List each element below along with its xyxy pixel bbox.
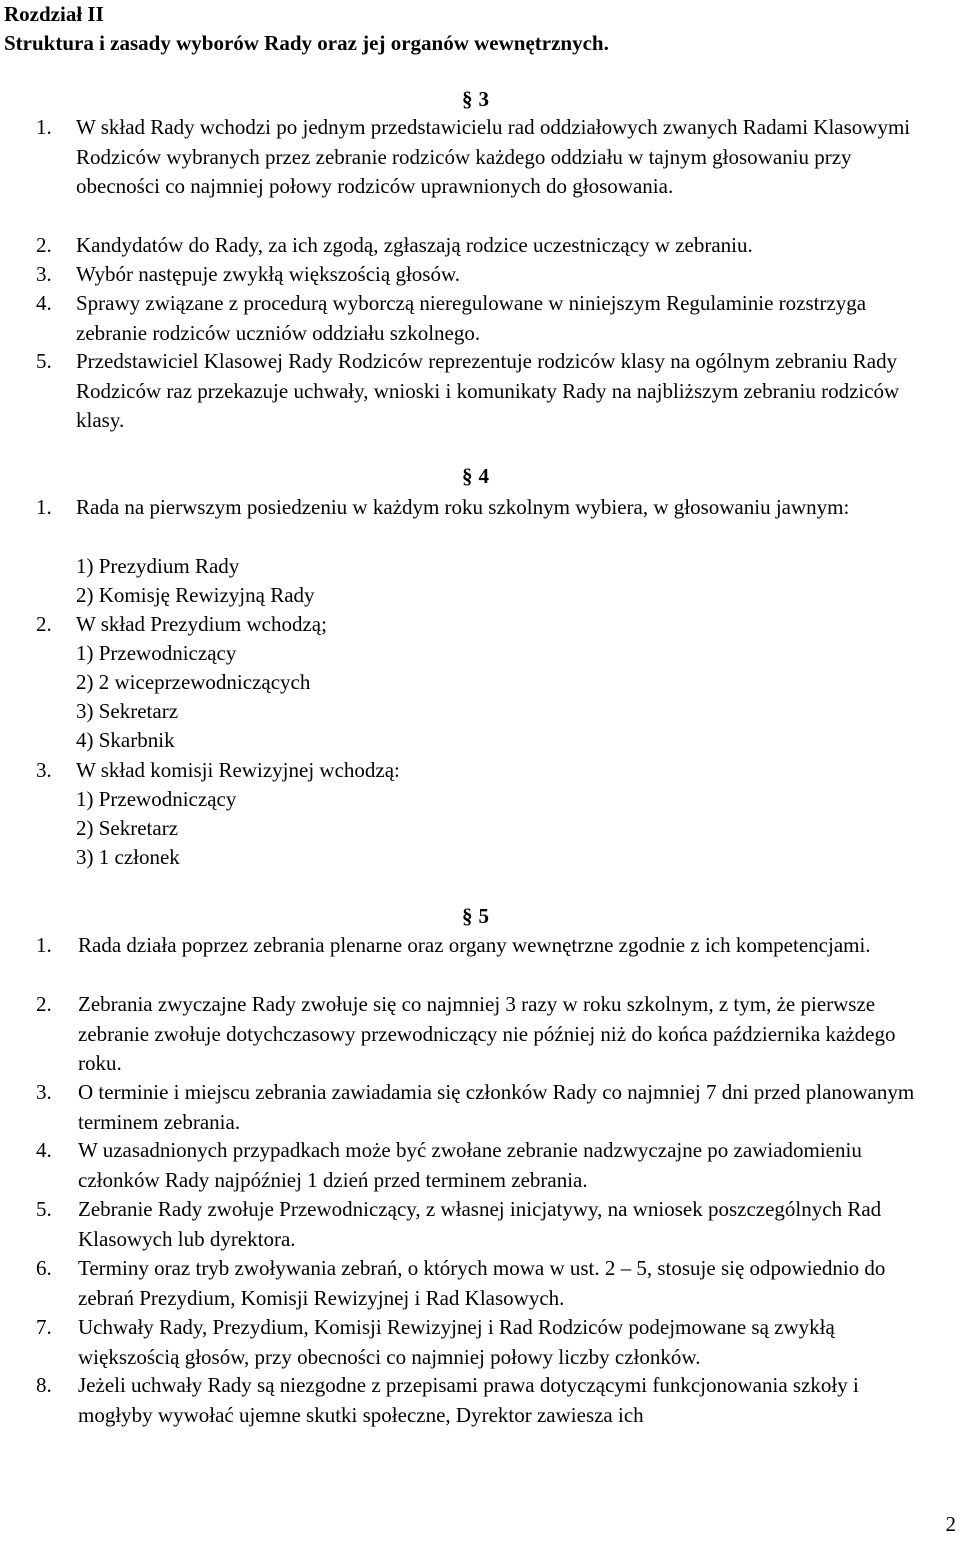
item-text: Rada działa poprzez zebrania plenarne oraz organy wewnętrzne zgodnie z ich kompetencjami. [78,933,871,957]
item-number: 1. [36,495,52,519]
item-number: 3. [36,262,52,286]
sub-item: 1) Przewodniczący [76,787,237,811]
item-number: 4. [36,1138,52,1162]
chapter-heading [4,0,609,58]
list-item [36,347,926,436]
item-text: Przedstawiciel Klasowej Rady Rodziców reprezentuje rodziców klasy na ogólnym zebraniu Rady Rodziców raz przekazuje uchwały, wnioski i komunikaty Rady na najbliższym zebraniu rodziców klasy. [76,349,900,432]
item-text: W skład Prezydium wchodzą; [76,612,327,636]
list-item [36,990,916,1079]
list-item [36,1195,916,1254]
item-number: 7. [36,1315,52,1339]
sub-item: 2) Sekretarz [76,816,179,840]
item-number: 2. [36,992,52,1016]
section-number: 5 [478,904,489,928]
page-number: 2 [945,1512,956,1536]
item-number: 8. [36,1373,52,1397]
item-text: Terminy oraz tryb zwoływania zebrań, o których mowa w ust. 2 – 5, stosuje się odpowiednio do zebrań Prezydium, Komisji Rewizyjnej i Rad Klasowych. [78,1256,886,1310]
sub-item: 3) 1 członek [76,845,180,869]
sub-item: 2) 2 wiceprzewodniczących [76,670,311,694]
item-text: Kandydatów do Rady, za ich zgodą, zgłaszają rodzice uczestniczący w zebraniu. [76,233,753,257]
item-text: W skład Rady wchodzi po jednym przedstawicielu rad oddziałowych zwanych Radami Klasowymi Rodziców wybranych przez zebranie rodziców każdego oddziału w tajnym głosowaniu przy obecności co najmniej połowy rodziców uprawnionych do głosowania. [76,115,911,198]
sub-item: 1) Przewodniczący [76,641,237,665]
list-item [36,260,926,290]
chapter-title: Struktura i zasady wyborów Rady oraz jej organów wewnętrznych. [4,31,609,55]
item-text: Rada na pierwszym posiedzeniu w każdym roku szkolnym wybiera, w głosowaniu jawnym: [76,495,850,519]
list-item [36,1313,916,1372]
list-item [36,610,926,640]
section-number: 3 [478,87,489,111]
list-item [36,756,926,786]
section-heading-4 [462,462,489,490]
list-item [36,113,926,202]
chapter-label: Rozdział II [4,2,104,26]
item-number: 1. [36,115,52,139]
section-heading-3 [462,85,489,113]
section-heading-5 [462,902,489,930]
item-text: Sprawy związane z procedurą wyborczą nieregulowane w niniejszym Regulaminie rozstrzyga zebranie rodziców uczniów oddziału szkolnego. [76,291,867,345]
sub-item: 2) Komisję Rewizyjną Rady [76,583,315,607]
item-text: Zebranie Rady zwołuje Przewodniczący, z własnej inicjatywy, na wniosek poszczególnych Rad Klasowych lub dyrektora. [78,1197,882,1251]
paragraph-sign: § [462,904,473,928]
item-number: 3. [36,1080,52,1104]
item-number: 2. [36,233,52,257]
list-item [36,289,926,348]
item-text: Zebrania zwyczajne Rady zwołuje się co najmniej 3 razy w roku szkolnym, z tym, że pierwsze zebranie zwołuje dotychczasowy przewodniczący nie później niż do końca października każdego roku. [78,992,896,1075]
item-text: Wybór następuje zwykłą większością głosów. [76,262,461,286]
sub-item: 3) Sekretarz [76,699,179,723]
list-item [36,231,926,261]
list-item [36,1254,916,1313]
item-text: W skład komisji Rewizyjnej wchodzą: [76,758,400,782]
list-item [36,493,926,523]
item-number: 4. [36,291,52,315]
item-number: 5. [36,349,52,373]
paragraph-sign: § [462,464,473,488]
item-number: 1. [36,933,52,957]
list-item [36,1078,916,1137]
section-number: 4 [478,464,489,488]
sub-item: 4) Skarbnik [76,728,175,752]
list-item [36,931,916,961]
item-number: 5. [36,1197,52,1221]
item-number: 3. [36,758,52,782]
paragraph-sign: § [462,87,473,111]
sub-item: 1) Prezydium Rady [76,554,240,578]
list-item [36,1136,916,1195]
list-item [36,1371,916,1430]
item-text: W uzasadnionych przypadkach może być zwołane zebranie nadzwyczajne po zawiadomieniu członków Rady najpóźniej 1 dzień przed terminem zebrania. [78,1138,862,1192]
item-number: 2. [36,612,52,636]
item-text: O terminie i miejscu zebrania zawiadamia się członków Rady co najmniej 7 dni przed planowanym terminem zebrania. [78,1080,915,1134]
item-number: 6. [36,1256,52,1280]
item-text: Jeżeli uchwały Rady są niezgodne z przepisami prawa dotyczącymi funkcjonowania szkoły i mogłyby wywołać ujemne skutki społeczne, Dyrektor zawiesza ich [78,1373,859,1427]
item-text: Uchwały Rady, Prezydium, Komisji Rewizyjnej i Rad Rodziców podejmowane są zwykłą większością głosów, przy obecności co najmniej połowy liczby członków. [78,1315,835,1369]
